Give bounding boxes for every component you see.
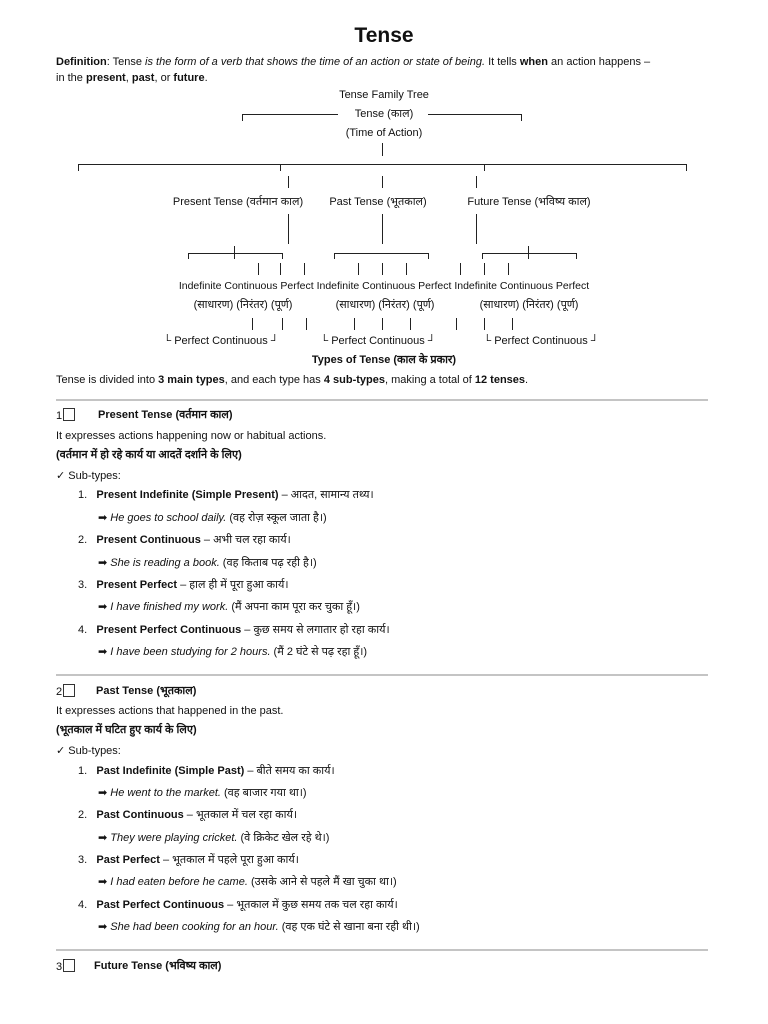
- summary-text: , and each type has: [224, 374, 324, 386]
- definition-text: in the: [56, 72, 86, 84]
- list-number: 1.: [78, 489, 88, 501]
- tree-branch-future: Future Tense (भविष्य काल): [467, 196, 591, 208]
- section-heading-past: [56, 684, 75, 699]
- tree-subtypes-hi: (साधारण) (निरंतर) (पूर्ण): [335, 299, 435, 311]
- list-item: [78, 533, 291, 547]
- tense-name: Present Perfect: [96, 579, 178, 591]
- example-hi: (वे क्रिकेट खेल रहे थे।): [237, 832, 330, 844]
- section-desc-en: It expresses actions that happened in the past.: [56, 705, 284, 717]
- list-item: [78, 764, 335, 778]
- tense-meaning: – आदत, सामान्य तथ्य।: [278, 489, 374, 501]
- example-line: [98, 511, 327, 525]
- tree-subtypes-en: Indefinite Continuous Perfect Indefinite Continuous Perfect Indefinite Continuous Perfect: [178, 280, 590, 292]
- section-title: Present Tense (वर्तमान काल): [98, 409, 233, 421]
- tree-line: [382, 143, 383, 156]
- arrow-right-icon: ➡: [98, 921, 111, 933]
- arrow-right-icon: ➡: [98, 557, 111, 569]
- definition-bold: present: [85, 72, 126, 84]
- tree-line: [282, 318, 283, 330]
- tense-name: Past Continuous: [96, 809, 184, 821]
- example-hi: (वह एक घंटे से खाना बना रही थी।): [278, 921, 420, 933]
- example-hi: (उसके आने से पहले मैं खा चुका था।): [247, 876, 397, 888]
- tense-meaning: – हाल ही में पूरा हुआ कार्य।: [177, 579, 289, 591]
- example-hi: (मैं 2 घंटे से पढ़ रहा हूँ।): [270, 646, 368, 658]
- checkbox-glyph-icon: [63, 959, 75, 972]
- tree-line: [484, 318, 485, 330]
- checkbox-glyph-icon: [63, 684, 75, 697]
- section-title: Future Tense (भविष्य काल): [94, 960, 222, 972]
- section-heading-future: [56, 959, 75, 974]
- example-en: I have been studying for 2 hours.: [110, 646, 271, 658]
- tense-meaning: – भूतकाल में पहले पूरा हुआ कार्य।: [159, 854, 299, 866]
- tree-line: [242, 114, 243, 121]
- tree-root-sub: (Time of Action): [345, 127, 423, 139]
- tense-name: Past Perfect Continuous: [96, 899, 225, 911]
- example-en: I had eaten before he came.: [110, 876, 248, 888]
- list-number: 2.: [78, 534, 88, 546]
- arrow-right-icon: ➡: [98, 512, 111, 524]
- definition-line-2: [56, 71, 208, 85]
- example-hi: (वह रोज़ स्कूल जाता है।): [226, 512, 327, 524]
- summary-bold: 4 sub-types: [323, 374, 385, 386]
- list-item: [78, 488, 374, 502]
- example-line: [98, 875, 397, 889]
- section-number: 1: [56, 410, 63, 422]
- section-desc-hi: (वर्तमान में हो रहे कार्य या आदतें दर्शाने के लिए): [56, 449, 242, 461]
- definition-bold: future: [173, 72, 205, 84]
- section-number: 2: [56, 686, 63, 698]
- example-hi: (वह बाजार गया था।): [220, 787, 307, 799]
- tree-line: [476, 214, 477, 244]
- tree-line: [528, 246, 529, 259]
- tree-line: [576, 253, 577, 259]
- tree-branch-past: Past Tense (भूतकाल): [329, 196, 427, 208]
- subtypes-label: ✓ Sub-types:: [56, 470, 121, 482]
- example-en: He goes to school daily.: [110, 512, 227, 524]
- tree-line: [304, 263, 305, 275]
- tree-line: [258, 263, 259, 275]
- tree-line: [460, 263, 461, 275]
- example-line: [98, 920, 420, 934]
- example-line: [98, 645, 367, 659]
- tree-line: [358, 263, 359, 275]
- tense-meaning: – भूतकाल में कुछ समय तक चल रहा कार्य।: [224, 899, 398, 911]
- summary-bold: 12 tenses: [474, 374, 526, 386]
- section-desc-en: It expresses actions happening now or habitual actions.: [56, 430, 327, 442]
- tree-line: [508, 263, 509, 275]
- list-item: [78, 808, 297, 822]
- list-item: [78, 623, 390, 637]
- tree-line: [288, 214, 289, 244]
- example-line: [98, 831, 329, 845]
- list-number: 3.: [78, 854, 88, 866]
- definition-text: .: [204, 72, 208, 84]
- tree-root: Tense (काल): [354, 108, 414, 120]
- summary-line: [56, 373, 528, 387]
- arrow-right-icon: ➡: [98, 646, 111, 658]
- tree-line: [282, 253, 283, 259]
- tense-meaning: – बीते समय का कार्य।: [244, 765, 335, 777]
- summary-text: Tense is divided into: [56, 374, 159, 386]
- tree-line: [78, 164, 79, 171]
- tense-name: Present Continuous: [96, 534, 201, 546]
- tree-line: [234, 246, 235, 259]
- definition-label: Definition: [56, 56, 107, 68]
- arrow-right-icon: ➡: [98, 876, 111, 888]
- tree-line: [188, 253, 282, 254]
- list-item: [78, 578, 289, 592]
- definition-italic: is the form of a verb that shows the time of an action or state of being.: [145, 56, 486, 68]
- section-number: 3: [56, 961, 63, 973]
- summary-text: , making a total of: [384, 374, 475, 386]
- list-number: 1.: [78, 765, 88, 777]
- example-en: She had been cooking for an hour.: [110, 921, 279, 933]
- tree-line: [428, 114, 521, 115]
- definition-text: It tells: [485, 56, 520, 68]
- tree-line: [78, 164, 686, 165]
- tree-line: [242, 114, 338, 115]
- definition-text: ,: [125, 72, 132, 84]
- example-line: [98, 556, 317, 570]
- tree-line: [428, 253, 429, 259]
- section-desc-hi: (भूतकाल में घटित हुए कार्य के लिए): [56, 724, 197, 736]
- tense-name: Present Indefinite (Simple Present): [96, 489, 279, 501]
- section-divider: [56, 949, 708, 951]
- tree-perfect-continuous: └ Perfect Continuous ┘: [320, 335, 436, 347]
- tree-line: [476, 176, 477, 188]
- tree-line: [334, 253, 335, 259]
- tree-perfect-continuous: └ Perfect Continuous ┘: [163, 335, 279, 347]
- tree-line: [482, 253, 483, 259]
- tree-caption: Tense Family Tree: [339, 89, 429, 101]
- tree-line: [406, 263, 407, 275]
- list-item: [78, 898, 398, 912]
- section-divider: [56, 674, 708, 676]
- tree-line: [382, 318, 383, 330]
- example-line: [98, 600, 360, 614]
- example-line: [98, 786, 307, 800]
- example-hi: (वह किताब पढ़ रही है।): [219, 557, 317, 569]
- tree-perfect-continuous: └ Perfect Continuous ┘: [483, 335, 599, 347]
- definition-text: : Tense: [106, 56, 146, 68]
- arrow-right-icon: ➡: [98, 832, 111, 844]
- tree-line: [188, 253, 189, 259]
- types-caption: Types of Tense (काल के प्रकार): [311, 354, 457, 366]
- tree-line: [382, 176, 383, 188]
- section-heading-present: [56, 408, 75, 423]
- definition-text: , or: [154, 72, 174, 84]
- tree-line: [280, 263, 281, 275]
- tree-line: [410, 318, 411, 330]
- tree-line: [484, 263, 485, 275]
- tree-line: [382, 263, 383, 275]
- tree-line: [306, 318, 307, 330]
- subtypes-label: ✓ Sub-types:: [56, 745, 121, 757]
- definition-line-1: [56, 55, 650, 69]
- list-number: 4.: [78, 624, 88, 636]
- tree-line: [686, 164, 687, 171]
- tree-branch-present: Present Tense (वर्तमान काल): [172, 196, 304, 208]
- tree-line: [484, 164, 485, 171]
- tree-subtypes-hi: (साधारण) (निरंतर) (पूर्ण): [479, 299, 579, 311]
- list-number: 4.: [78, 899, 88, 911]
- tense-meaning: – कुछ समय से लगातार हो रहा कार्य।: [241, 624, 390, 636]
- tree-line: [288, 176, 289, 188]
- tree-subtypes-hi: (साधारण) (निरंतर) (पूर्ण): [193, 299, 293, 311]
- tree-line: [252, 318, 253, 330]
- tense-meaning: – अभी चल रहा कार्य।: [200, 534, 291, 546]
- tense-name: Present Perfect Continuous: [96, 624, 242, 636]
- arrow-right-icon: ➡: [98, 787, 111, 799]
- tense-meaning: – भूतकाल में चल रहा कार्य।: [183, 809, 298, 821]
- example-en: They were playing cricket.: [110, 832, 238, 844]
- list-number: 2.: [78, 809, 88, 821]
- checkbox-glyph-icon: [63, 408, 75, 421]
- section-title: Past Tense (भूतकाल): [96, 685, 197, 697]
- list-item: [78, 853, 299, 867]
- tree-line: [334, 253, 428, 254]
- example-en: He went to the market.: [110, 787, 221, 799]
- summary-text: .: [525, 374, 529, 386]
- page-title: Tense: [354, 24, 414, 47]
- tree-line: [521, 114, 522, 121]
- tree-line: [382, 214, 383, 244]
- tree-line: [354, 318, 355, 330]
- definition-bold: when: [519, 56, 548, 68]
- summary-bold: 3 main types: [158, 374, 225, 386]
- tree-line: [482, 253, 576, 254]
- tense-name: Past Indefinite (Simple Past): [96, 765, 245, 777]
- section-divider: [56, 399, 708, 401]
- tree-line: [512, 318, 513, 330]
- tense-name: Past Perfect: [96, 854, 160, 866]
- definition-text: an action happens –: [547, 56, 651, 68]
- example-en: I have finished my work.: [110, 601, 229, 613]
- example-hi: (मैं अपना काम पूरा कर चुका हूँ।): [228, 601, 360, 613]
- arrow-right-icon: ➡: [98, 601, 111, 613]
- list-number: 3.: [78, 579, 88, 591]
- definition-bold: past: [131, 72, 155, 84]
- tree-line: [456, 318, 457, 330]
- tree-line: [280, 164, 281, 171]
- example-en: She is reading a book.: [110, 557, 220, 569]
